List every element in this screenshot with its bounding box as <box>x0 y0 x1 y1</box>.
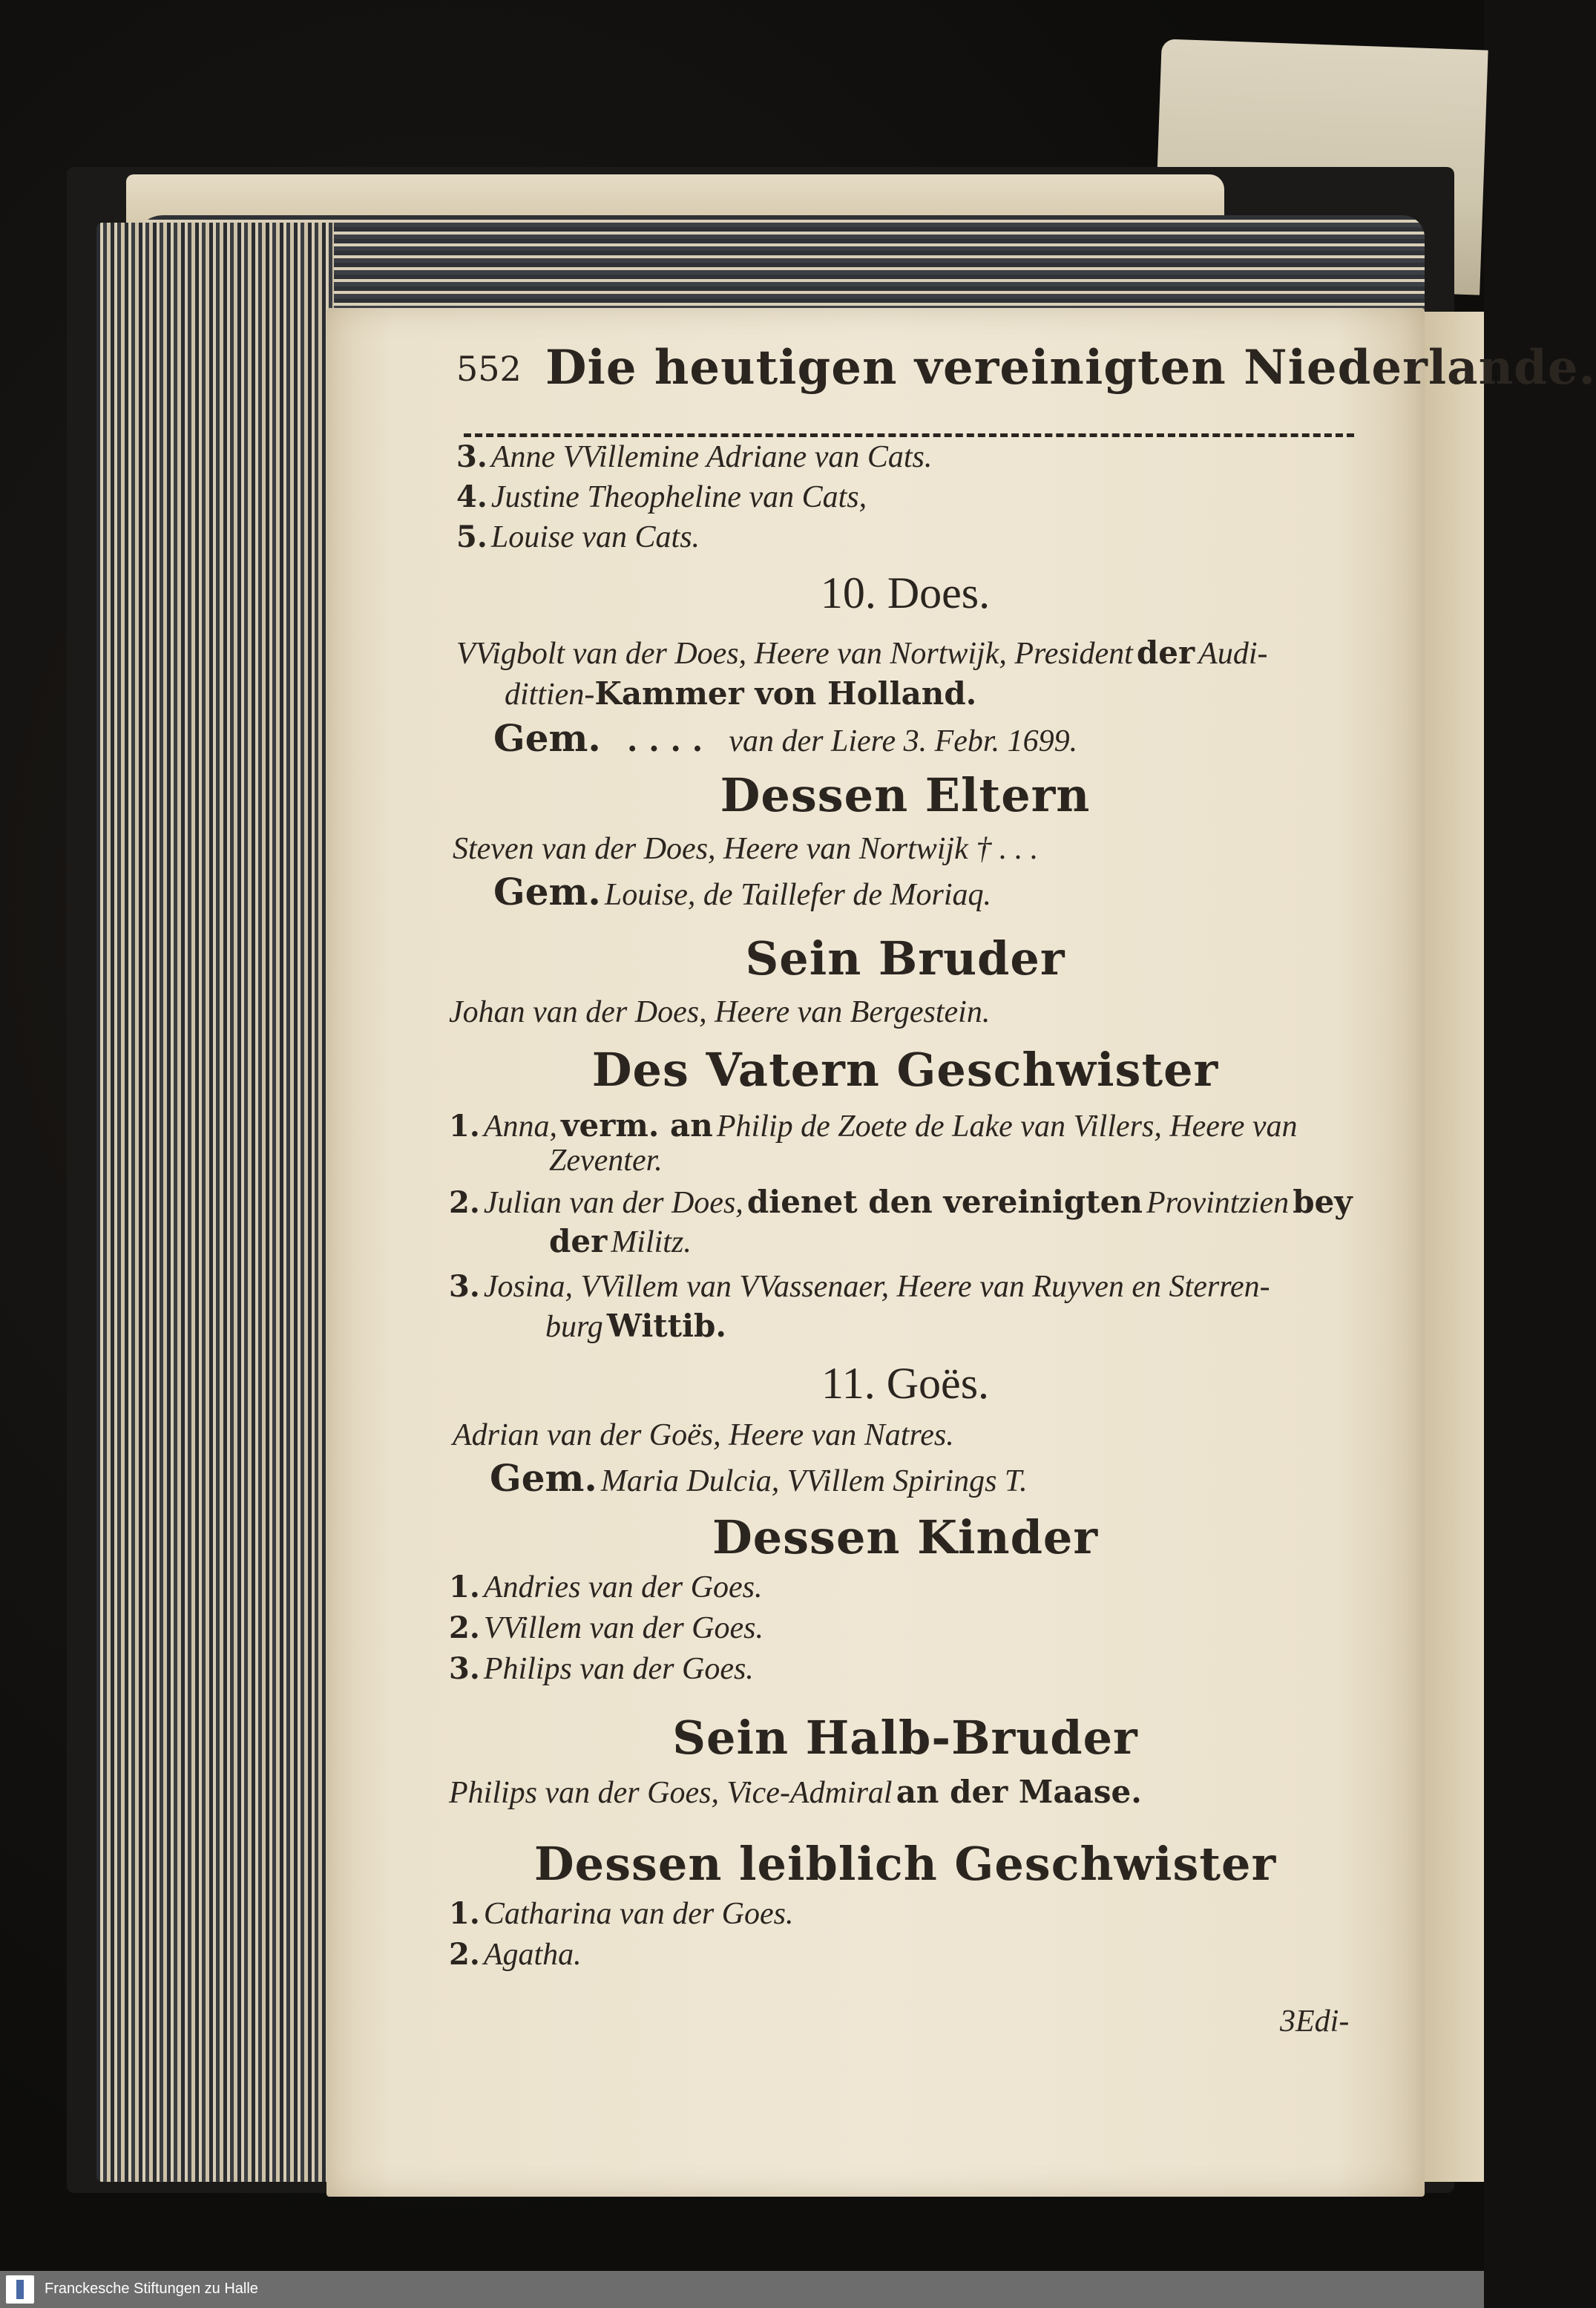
entry-line <box>493 716 1077 760</box>
entry-number: 4. <box>456 479 487 514</box>
section-heading: Dessen Eltern <box>720 768 1091 822</box>
entry-text: Anne VVillemine Adriane van Cats. <box>490 440 933 474</box>
entry-text: dienet den vereinigten <box>746 1184 1143 1220</box>
entry-text: VVigbolt van der Does, Heere van Nortwijk, President <box>456 637 1133 671</box>
entry-text: verm. an <box>561 1107 713 1144</box>
section-heading: Sein Bruder <box>745 931 1065 986</box>
entry-number: 1. <box>449 1570 480 1604</box>
page-number: 552 <box>456 349 522 389</box>
entry-number: 5. <box>456 519 487 554</box>
entry-text: Militz. <box>611 1225 692 1259</box>
entry-line <box>456 439 932 475</box>
section-heading: Dessen leiblich Geschwister <box>533 1837 1277 1891</box>
catchword: 3Edi- <box>1280 2004 1350 2039</box>
entry-text: Philips van der Goes, Vice-Admiral <box>449 1776 893 1810</box>
entry-text: bey <box>1293 1184 1353 1220</box>
entry-line <box>456 635 1267 672</box>
entry-line <box>449 1107 1298 1144</box>
entry-number: 1. <box>449 1896 480 1931</box>
entry-text: an der Maase. <box>896 1774 1142 1810</box>
entry-text: Louise, de Taillefer de Moriaq. <box>604 878 992 912</box>
entry-number: 2. <box>449 1610 480 1645</box>
entry-line <box>449 1774 1142 1811</box>
entry-number: 3. <box>449 1651 480 1686</box>
entry-text: burg <box>545 1310 603 1344</box>
footer-bar <box>0 2271 1484 2308</box>
section-heading: Des Vatern Geschwister <box>591 1043 1219 1097</box>
entry-text: Julian van der Does, <box>483 1186 743 1220</box>
entry-line <box>449 1570 762 1605</box>
entry-text: Philip de Zoete de Lake van Villers, Heere van <box>716 1109 1298 1144</box>
entry-line: Johan van der Does, Heere van Bergestein. <box>449 995 991 1029</box>
entry-number: 2. <box>449 1185 480 1220</box>
entry-line <box>545 1308 726 1345</box>
entry-text: Wittib. <box>606 1308 727 1344</box>
entry-line <box>549 1223 692 1260</box>
entry-line: Steven van der Does, Heere van Nortwijk † . . . <box>453 832 1039 866</box>
section-heading: Dessen Kinder <box>712 1510 1099 1564</box>
facing-page <box>1417 312 1484 2182</box>
entry-text: der <box>549 1223 608 1259</box>
institution-logo-icon <box>6 2275 34 2304</box>
entry-text: Kammer von Holland. <box>594 675 977 712</box>
entry-line <box>449 1610 763 1646</box>
entry-text: Josina, VVillem van VVassenaer, Heere van Ruyven en Sterren- <box>483 1270 1270 1304</box>
entry-number: 3. <box>456 439 487 474</box>
entry-line: Adrian van der Goës, Heere van Natres. <box>453 1418 954 1452</box>
running-title: Die heutigen vereinigten Niederlande. <box>545 340 1596 396</box>
entry-text: Provintzien <box>1146 1186 1290 1220</box>
dots: . . . . <box>626 722 703 758</box>
page-edges-left <box>96 223 334 2182</box>
entry-line <box>449 1184 1353 1221</box>
section-heading: 11. Goës. <box>821 1359 990 1408</box>
entry-text: Catharina van der Goes. <box>483 1897 794 1931</box>
entry-text: Anna, <box>483 1109 558 1144</box>
entry-line <box>449 1896 794 1932</box>
entry-line <box>493 870 991 914</box>
entry-line <box>456 519 700 555</box>
entry-line: Zeventer. <box>549 1144 663 1178</box>
entry-line <box>449 1937 582 1973</box>
entry-text: Justine Theopheline van Cats, <box>490 480 867 514</box>
entry-number: 1. <box>449 1109 480 1144</box>
gem-label: Gem. <box>490 1456 597 1500</box>
footer-institution: Franckesche Stiftungen zu Halle <box>45 2281 258 2297</box>
entry-text: Philips van der Goes. <box>483 1652 754 1686</box>
gem-label: Gem. <box>493 716 601 760</box>
entry-line <box>449 1651 754 1687</box>
entry-number: 3. <box>449 1269 480 1304</box>
entry-text: dittien- <box>505 678 595 712</box>
entry-text: Agatha. <box>483 1938 582 1972</box>
entry-number: 2. <box>449 1937 480 1972</box>
entry-line <box>456 479 867 515</box>
entry-text: van der Liere 3. Febr. 1699. <box>729 724 1078 758</box>
entry-line <box>490 1456 1028 1500</box>
entry-line <box>449 1269 1270 1305</box>
section-heading: 10. Does. <box>820 568 991 617</box>
entry-text: Andries van der Goes. <box>483 1570 763 1604</box>
entry-line <box>505 675 976 712</box>
entry-text: VVillem van der Goes. <box>483 1611 763 1645</box>
entry-text: Audi- <box>1198 637 1268 671</box>
entry-text: Maria Dulcia, VVillem Spirings T. <box>600 1464 1028 1498</box>
header-rule <box>464 433 1354 437</box>
section-heading: Sein Halb-Bruder <box>672 1711 1138 1765</box>
entry-text: Louise van Cats. <box>490 520 700 554</box>
entry-text: der <box>1136 635 1195 671</box>
gem-label: Gem. <box>493 870 601 914</box>
